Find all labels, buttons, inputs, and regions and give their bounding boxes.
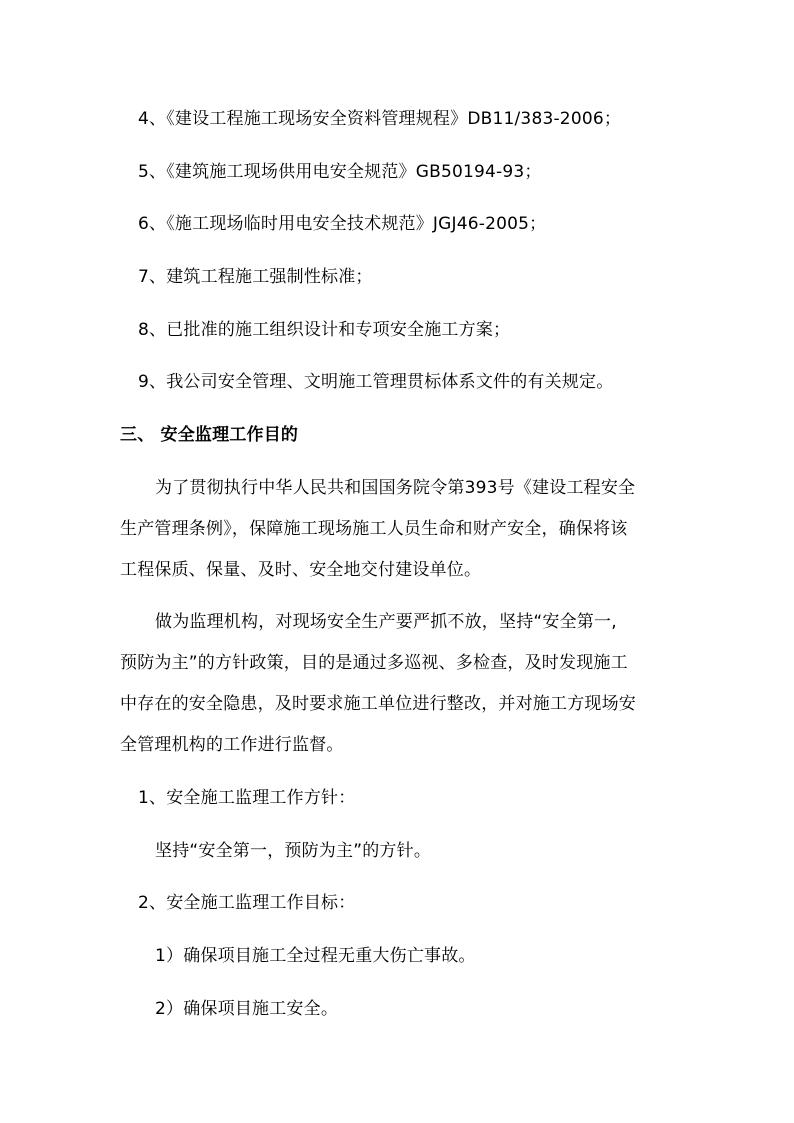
reference-item-8: 8、已批准的施工组织设计和专项安全施工方案； <box>138 320 511 340</box>
item-1-title: 1、安全施工监理工作方针： <box>138 788 356 808</box>
paragraph-1-line-3: 工程保质、保量、及时、安全地交付建设单位。 <box>120 560 482 580</box>
item-1-body: 坚持“安全第一，预防为主”的方针。 <box>155 841 432 861</box>
item-2-goal-1: 1）确保项目施工全过程无重大伤亡事故。 <box>155 946 476 966</box>
reference-item-5: 5、《建筑施工现场供用电安全规范》GB50194-93； <box>138 162 542 182</box>
reference-item-6: 6、《施工现场临时用电安全技术规范》JGJ46-2005； <box>138 214 547 234</box>
reference-item-9: 9、我公司安全管理、文明施工管理贯标体系文件的有关规定。 <box>138 372 614 392</box>
reference-item-7: 7、建筑工程施工强制性标准； <box>138 267 373 287</box>
paragraph-2-line-3: 中存在的安全隐患，及时要求施工单位进行整改，并对施工方现场安 <box>120 694 636 714</box>
section-heading: 三、 安全监理工作目的 <box>120 425 299 445</box>
paragraph-2-line-2: 预防为主”的方针政策，目的是通过多巡视、多检查，及时发现施工 <box>120 653 628 673</box>
paragraph-1-line-1: 为了贯彻执行中华人民共和国国务院令第393号《建设工程安全 <box>155 478 636 498</box>
paragraph-2-line-4: 全管理机构的工作进行监督。 <box>120 735 344 755</box>
paragraph-1-line-2: 生产管理条例》，保障施工现场施工人员生命和财产安全，确保将该 <box>120 519 628 539</box>
item-2-title: 2、安全施工监理工作目标： <box>138 893 356 913</box>
reference-item-4: 4、《建设工程施工现场安全资料管理规程》DB11/383-2006； <box>138 109 622 129</box>
paragraph-2-line-1: 做为监理机构，对现场安全生产要严抓不放，坚持“安全第一, <box>155 612 617 632</box>
item-2-goal-2: 2）确保项目施工安全。 <box>155 999 339 1019</box>
